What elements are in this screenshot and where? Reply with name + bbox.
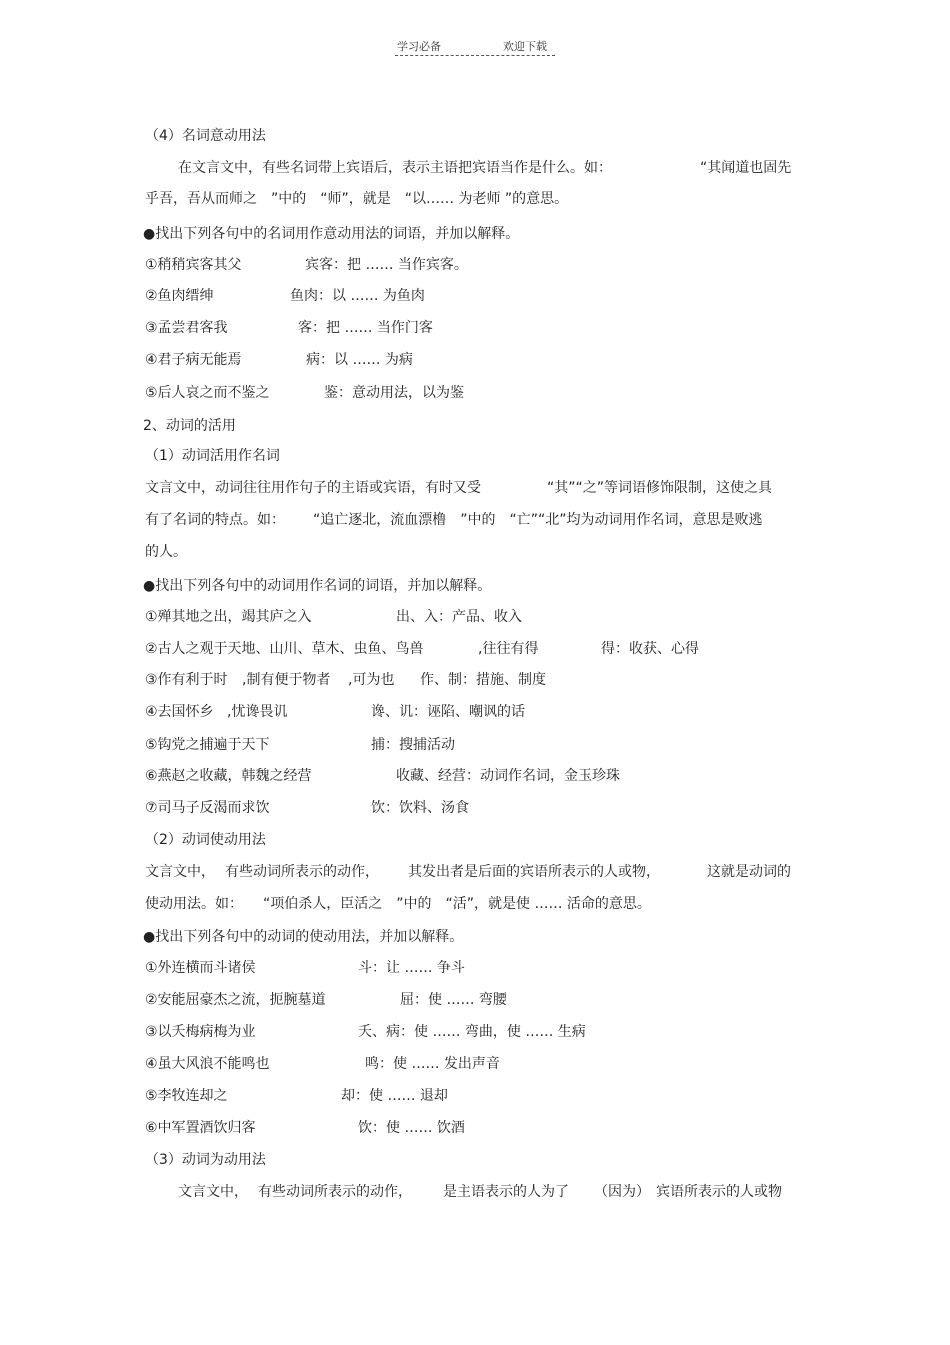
item-sentence: ③作有利于时 (145, 672, 228, 688)
text-segment: 文言文中，动词往往用作句子的主语或宾语，有时又受 (145, 480, 481, 496)
task-instruction: ●找出下列各句中的动词用作名词的词语，并加以解释。 (143, 578, 492, 594)
header-right: 欢迎下载 (503, 40, 547, 53)
task-instruction: ●找出下列各句中的动词的使动用法，并加以解释。 (143, 929, 464, 945)
text-segment: “其闻道也固先 (700, 160, 792, 176)
text-segment: 有了名词的特点。如： (145, 512, 285, 528)
item-sentence: ④君子病无能焉 (145, 352, 242, 368)
item-sentence-cont: ,往往有得 (478, 641, 539, 657)
item-sentence: ⑥燕赵之收藏，韩魏之经营 (145, 768, 312, 784)
item-answer: 宾客：把 …… 当作宾客。 (305, 257, 468, 273)
item-answer: 却：使 …… 退却 (341, 1088, 448, 1104)
item-answer: 饮：饮料、汤食 (371, 800, 469, 816)
item-sentence: ④虽大风浪不能鸣也 (145, 1056, 270, 1072)
item-sentence: ⑤李牧连却之 (145, 1088, 228, 1104)
subsection-heading: （1）动词活用作名词 (145, 448, 280, 464)
item-answer: 鱼肉：以 …… 为鱼肉 (290, 288, 425, 304)
item-answer: 夭、病：使 …… 弯曲，使 …… 生病 (358, 1024, 586, 1040)
item-sentence: ①殚其地之出，竭其庐之入 (145, 609, 312, 625)
item-answer: 作、制：措施、制度 (420, 672, 546, 688)
text-segment: 其发出者是后面的宾语所表示的人或物， (408, 864, 660, 880)
item-sentence: ⑦司马子反渴而求饮 (145, 800, 270, 816)
text-segment: 文言文中， (178, 1184, 248, 1200)
section-heading: （4）名词意动用法 (145, 128, 266, 144)
item-answer: 出、入：产品、收入 (396, 609, 522, 625)
task-instruction: ●找出下列各句中的名词用作意动用法的词语，并加以解释。 (143, 226, 520, 242)
item-sentence-cont: ,可为也 (348, 672, 395, 688)
text-segment: “其”“之”等词语修饰限制，这使之具 (547, 480, 773, 496)
item-sentence-cont: ,制有便于物者 (242, 672, 331, 688)
item-answer: 收藏、经营：动词作名词，金玉珍珠 (396, 768, 620, 784)
item-sentence: ①稍稍宾客其父 (145, 257, 242, 273)
item-answer: 屈：使 …… 弯腰 (400, 992, 507, 1008)
text-segment: “追亡逐北，流血漂橹 ”中的 “亡”“北”均为动词用作名词，意思是败逃 (313, 512, 763, 528)
item-sentence: ⑥中军置酒饮归客 (145, 1120, 256, 1136)
text-segment: 是主语表示的人为了 (443, 1184, 569, 1200)
item-answer: 谗、讥：诬陷、嘲讽的话 (371, 704, 525, 720)
item-sentence: ⑤后人哀之而不鉴之 (145, 385, 270, 401)
item-sentence: ④去国怀乡 (145, 704, 214, 720)
text-segment: 这就是动词的 (707, 864, 791, 880)
item-answer: 鸣：使 …… 发出声音 (365, 1056, 500, 1072)
text-segment: 使动用法。如： (145, 896, 243, 912)
header-left: 学习必备 (397, 40, 441, 53)
section-heading: 2、动词的活用 (143, 418, 236, 434)
item-answer: 饮：使 …… 饮酒 (358, 1120, 465, 1136)
text-segment: “项伯杀人，臣活之 ”中的 “活”，就是使 …… 活命的意思。 (263, 896, 651, 912)
item-answer: 得：收获、心得 (601, 641, 699, 657)
item-sentence: ③以夭梅病梅为业 (145, 1024, 256, 1040)
item-sentence: ①外连横而斗诸侯 (145, 960, 256, 976)
item-sentence-cont: ,忧谗畏讥 (227, 704, 288, 720)
item-sentence: ②鱼肉缙绅 (145, 288, 214, 304)
paragraph-line: 乎吾，吾从而师之 ”中的 “师”，就是 “以…… 为老师 ”的意思。 (145, 191, 569, 207)
paragraph-line: 的人。 (145, 544, 187, 560)
item-sentence: ②安能屈豪杰之流，扼腕墓道 (145, 992, 326, 1008)
text-segment: 文言文中， (145, 864, 215, 880)
text-segment: 有些动词所表示的动作， (258, 1184, 412, 1200)
subsection-heading: （2）动词使动用法 (145, 832, 266, 848)
item-sentence: ⑤钩党之捕遍于天下 (145, 737, 270, 753)
text-segment: 宾语所表示的人或物 (656, 1184, 782, 1200)
item-sentence: ②古人之观于天地、山川、草木、虫鱼、鸟兽 (145, 641, 424, 657)
item-answer: 客：把 …… 当作门客 (298, 320, 433, 336)
text-segment: 在文言文中，有些名词带上宾语后，表示主语把宾语当作是什么。如： (178, 160, 612, 176)
item-answer: 捕：搜捕活动 (371, 737, 455, 753)
item-answer: 病：以 …… 为病 (306, 352, 413, 368)
text-segment: （因为） (594, 1184, 650, 1200)
item-answer: 斗：让 …… 争斗 (358, 960, 465, 976)
page-header (395, 38, 555, 56)
text-segment: 有些动词所表示的动作， (225, 864, 379, 880)
subsection-heading: （3）动词为动用法 (145, 1152, 266, 1168)
item-answer: 鉴：意动用法，以为鉴 (324, 385, 464, 401)
item-sentence: ③孟尝君客我 (145, 320, 228, 336)
